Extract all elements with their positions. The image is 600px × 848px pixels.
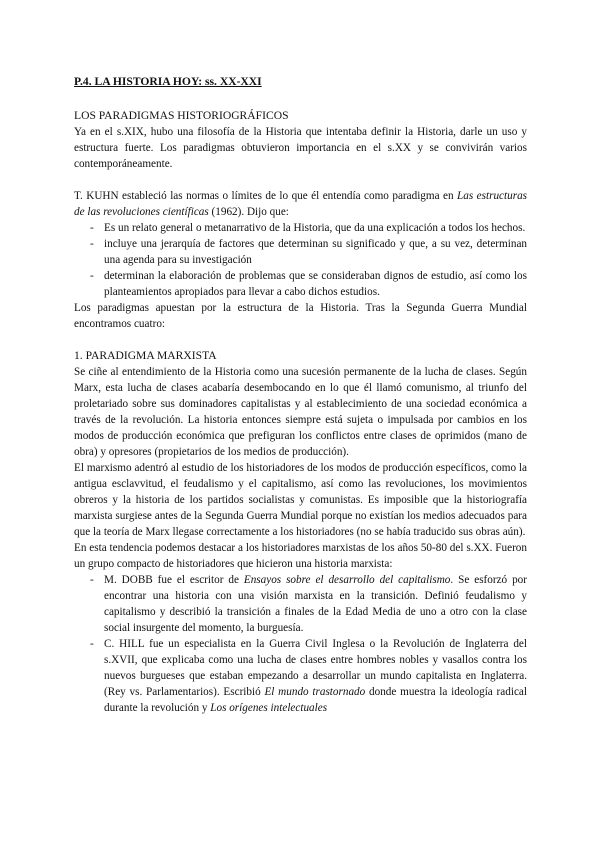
list-item-text: determinan la elaboración de problemas que se consideraban dignos de estudio, así como los planteamientos apropiados para llevar a cabo dichos estudios.: [104, 270, 527, 298]
historians-list: [74, 572, 527, 716]
kuhn-book-title: Las estructuras de las revoluciones científicas: [74, 190, 528, 218]
list-item-text: incluye una jerarquía de factores que determinan su significado y que, a su vez, determinan una agenda para su investigación: [104, 238, 527, 266]
list-item-hill: [74, 636, 527, 716]
dobb-text: M. DOBB fue el escritor de: [104, 574, 244, 586]
kuhn-text-end: (1962). Dijo que:: [208, 206, 289, 218]
paragraph-kuhn: [74, 188, 527, 220]
section-heading-paradigmas: LOS PARADIGMAS HISTORIOGRÁFICOS: [74, 109, 289, 122]
hill-text-mid: donde muestra la ideología radical durante la revolución y: [104, 686, 527, 714]
spacer: [74, 332, 527, 348]
paragraph-historiadores: En esta tendencia podemos destacar a los historiadores marxistas de los años 50-80 del s.XX. Fueron un grupo compacto de historiadores que hicieron una historia marxista:: [74, 542, 527, 570]
list-item: [74, 220, 527, 236]
dash-marker: -: [90, 574, 94, 586]
page-content: [74, 74, 527, 716]
dobb-book-title: Ensayos sobre el desarrollo del capitalismo: [243, 574, 451, 586]
spacer: [74, 172, 527, 188]
paragraph-intro: Ya en el s.XIX, hubo una filosofía de la Historia que intentaba definir la Historia, darle un uso y estructura fuerte. Los paradigmas obtuvieron importancia en el s.XX y se convivirán varios contemporáneamente.: [74, 126, 527, 170]
list-item: [74, 268, 527, 300]
hill-text: C. HILL fue un especialista en la Guerra Civil Inglesa o la Revolución de Inglaterra del s.XVII, que explicaba como una lucha de clases entre hombres nobles y vasallos contra los nuevos burgueses que estaban empezando a desarrollar un mundo capitalista en Inglaterra. (Rey vs. Parlamentarios). Escribió: [104, 638, 527, 698]
dash-marker: -: [90, 222, 94, 234]
list-item: [74, 236, 527, 268]
list-item-text: Es un relato general o metanarrativo de la Historia, que da una explicación a todos los hechos.: [104, 222, 526, 234]
paragraph-lucha-clases: Se ciñe al entendimiento de la Historia como una sucesión permanente de la lucha de clases. Según Marx, esta lucha de clases acabaría desembocando en lo que él llamó comunismo, al triunfo del proletariado sobre sus dominadores capitalistas y al establecimiento de una sociedad económica a través de la revolución. La historia entonces siempre está sujeta o impulsada por cambios en los modos de producción económica que prefiguran los conflictos entre clases de oprimidos (mano de obra) y opresores (propietarios de los medios de producción).: [74, 366, 527, 458]
hill-book-title: El mundo trastornado: [264, 686, 366, 698]
paragraph-marxismo: El marxismo adentró al estudio de los historiadores de los modos de producción específicos, como la antigua esclavvitud, el feudalismo y el capitalismo, así como las revoluciones, los movimientos obreros y la historia de los partidos socialistas y comunistas. Es imposible que la historiografía marxista surgiese antes de la Segunda Guerra Mundial porque no existían los medios adecuados para que la teoría de Marx llegase correctamente a los historiadores (no se había traducido sus obras aún).: [74, 462, 527, 538]
section-heading-marxista: 1. PARADIGMA MARXISTA: [74, 349, 217, 362]
page-title: P.4. LA HISTORIA HOY: ss. XX-XXI: [74, 75, 262, 88]
dobb-text-end: . Se esforzó por encontrar una historia con una visión marxista en la transición. Definió feudalismo y capitalismo y describió la transición a finales de la Edad Media de uno a otro con la clase social insurgente del momento, la burguesía.: [104, 574, 527, 634]
kuhn-text: T. KUHN estableció las normas o límites de lo que él entendía como paradigma en: [74, 190, 458, 202]
dash-marker: -: [90, 638, 94, 650]
dash-marker: -: [90, 270, 94, 282]
list-item-dobb: [74, 572, 527, 636]
dash-marker: -: [90, 238, 94, 250]
hill-book-title-2: Los orígenes intelectuales: [210, 702, 328, 714]
kuhn-bullet-list: [74, 220, 527, 300]
paragraph-cuatro-paradigmas: Los paradigmas apuestan por la estructura de la Historia. Tras la Segunda Guerra Mundial encontramos cuatro:: [74, 302, 527, 330]
